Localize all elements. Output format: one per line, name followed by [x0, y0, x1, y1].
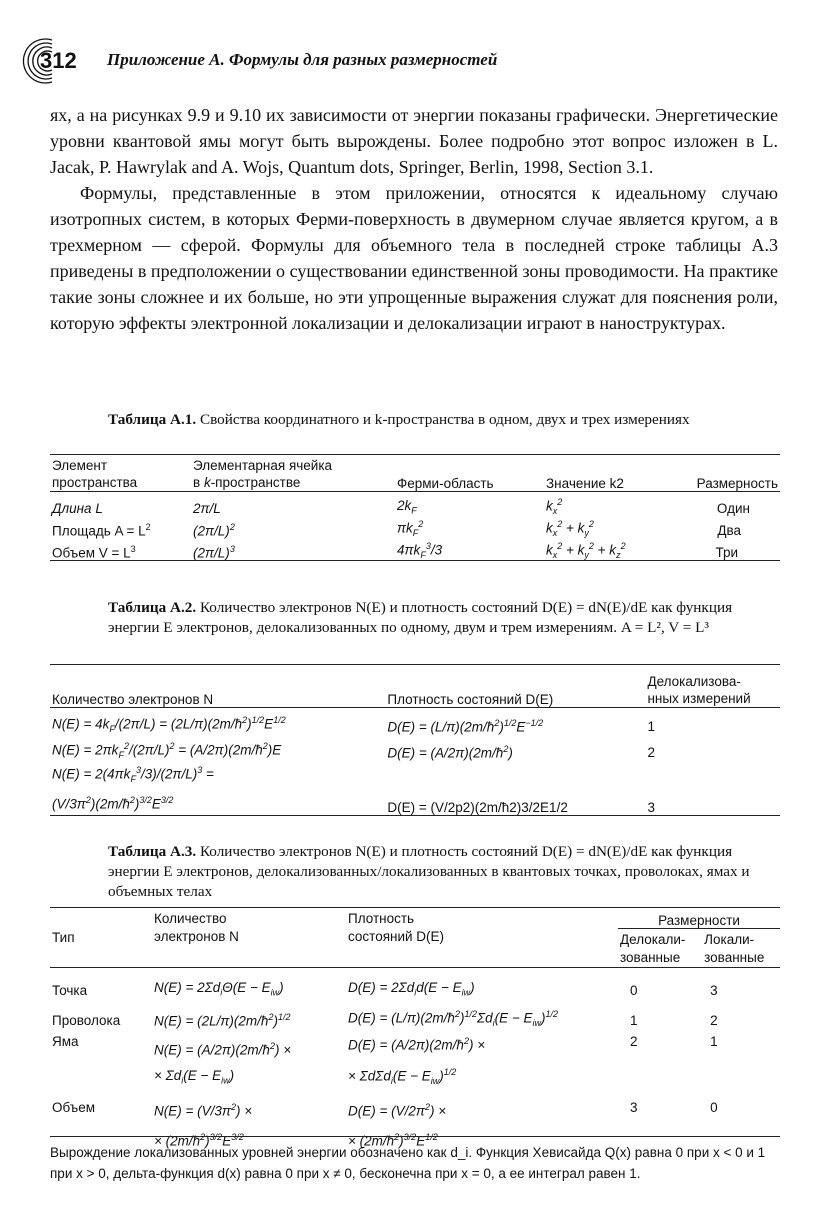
t1-cell: $(2\pi/L)^2$ [193, 521, 235, 538]
t3-header-dim: Размерности [618, 908, 780, 929]
t3-cell: $D(E) = 2\Sigma d_id(E - E_{iw})$ [348, 980, 475, 998]
t3-cell: 0 [710, 1099, 718, 1115]
table3 [50, 907, 780, 1155]
t3-header-deloc: Делокали- зованные [620, 932, 686, 965]
t2-cell: 3 [647, 799, 655, 815]
t3-cell: $D(E) = (A/2\pi)(2m/ħ^2)$ × × $\Sigma d\Sigma d_i(E - E_{iw})^{1/2}$ [348, 1036, 486, 1086]
t1-cell: Длина L [52, 501, 103, 516]
t1-header-3: Ферми-область [397, 476, 494, 491]
t2-cell: 2 [647, 745, 655, 760]
t2-header-3: Делокализова- нных измерений [647, 674, 751, 706]
running-title: Приложение А. Формулы для разных размерностей [107, 50, 498, 69]
table3-footnote: Вырождение локализованных уровней энергии обозначено как d_i. Функция Хевисайда Q(x) равна 0 при x < 0 и 1 при x > 0, дельта-функция d(x) равна 0 при x ≠ 0, бесконечна при x = 0, а ее интеграл равен 1. [50, 1136, 780, 1184]
t3-cell: $N(E) = 2\Sigma d_i\Theta(E - E_{iw})$ [154, 980, 284, 998]
t1-header-4: Значение k2 [546, 476, 624, 491]
t3-cell: Проволока [52, 1013, 121, 1028]
t3-cell: 1 [630, 1013, 638, 1028]
t3-cell: $D(E) = (V/2\pi^2)$ × × $(2m/ħ^2)^{3/2}E^{1/2}$ [348, 1101, 447, 1149]
t1-cell: $k_x^2 + k_y^2$ [546, 518, 594, 538]
t1-cell: Два [717, 523, 741, 538]
t2-cell: D(E) = (V/2p2)(2m/ħ2)3/2E1/2 [387, 799, 568, 815]
t1-cell: 2π/L [193, 501, 221, 516]
t1-cell: Три [715, 545, 738, 560]
t3-header-type: Тип [52, 930, 75, 945]
t3-cell: 2 [710, 1013, 718, 1028]
t1-cell: $k_x^2 + k_y^2 + k_z^2$ [546, 540, 626, 560]
t3-cell: $N(E) = (A/2\pi)(2m/ħ^2)$ × × $\Sigma d_i(E - E_{iw})$ [154, 1040, 292, 1086]
t3-cell: $D(E) = (L/\pi)(2m/ħ^2)^{1/2}\Sigma d_i(E - E_{iw})^{1/2}$ [348, 1008, 558, 1028]
t2-cell: $N(E) = 4k_F/(2\pi/L)$ = $(2L/\pi)(2m/ħ^2)^{1/2}E^{1/2}$ [52, 714, 286, 734]
page-header [22, 36, 782, 86]
t3-cell: 3 [630, 1099, 638, 1115]
t1-cell: $2k_F$ [397, 498, 417, 516]
t2-cell: $D(E) = (A/2\pi)(2m/ħ^2)$ [387, 743, 513, 760]
t3-header-loc: Локали- зованные [704, 932, 765, 965]
page-number: 312 [40, 48, 77, 73]
t3-cell: $N(E) = (V/3\pi^2)$ × × $(2m/ħ^2)^{3/2}E^{3/2}$ [154, 1101, 253, 1149]
t1-cell: $(2\pi/L)^3$ [193, 543, 235, 560]
t3-cell: Яма [52, 1034, 79, 1049]
page-number-badge [22, 36, 80, 86]
t3-cell: 1 [710, 1034, 718, 1049]
t1-cell: $4\pi k_F^3/3$ [397, 540, 443, 560]
table1-caption: Таблица А.1. Свойства координатного и k-пространства в одном, двух и трех измерениях [108, 411, 690, 428]
t2-header-2: Плотность состояний D(E) [387, 692, 554, 707]
t3-cell: Точка [52, 983, 88, 998]
paragraph-2: Формулы, представленные в этом приложении, относятся к идеальному случаю изотропных систем, в которых Ферми-поверхность в двумерном случае является кругом, а в трехмерном — сферой. Формулы для объемного тела в последней строке таблицы А.3 приведены в предположении о существовании единственной зоны проводимости. На практике такие зоны сложнее и их больше, но эти упрощенные выражения служат для пояснения роли, которую эффекты электронной локализации и делокализации играют в наноструктурах. [50, 183, 778, 333]
t2-cell: $N(E) = 2(4\pi k_F^3/3)/(2\pi/L)^3$ = $(V/3\pi^2)(2m/ħ^2)^{3/2}E^{3/2}$ [52, 765, 214, 812]
table2 [50, 664, 780, 816]
t3-cell: 3 [710, 983, 718, 998]
t3-header-count: Количество электронов N [154, 911, 239, 944]
t1-header-5: Размерность [696, 476, 778, 491]
paragraph-1: ях, а на рисунках 9.9 и 9.10 их зависимости от энергии показаны графически. Энергетические уровни квантовой ямы могут быть вырождены. Более подробно этот вопрос изложен в L. Jacak, P. Hawrylak and A. Wojs, Quantum dots, Springer, Berlin, 1998, Section 3.1. [50, 105, 778, 177]
t1-cell: $\pi k_F^2$ [397, 518, 424, 538]
t3-cell: $N(E) = (2L/\pi)(2m/ħ^2)^{1/2}$ [154, 1011, 291, 1028]
t1-cell: Объем $V = L^3$ [52, 543, 136, 560]
t1-header-1: Элемент пространства [52, 458, 138, 490]
t3-header-density: Плотность состояний D(E) [348, 911, 445, 944]
t3-cell: Объем [52, 1099, 96, 1115]
t2-cell: $N(E) = 2\pi k_F^2/(2\pi/L)^2$ = $(A/2\pi)(2m/ħ^2)E$ [52, 740, 282, 760]
t2-cell: 1 [647, 719, 655, 734]
body-text [50, 102, 778, 336]
t2-cell: $D(E) = (L/\pi)(2m/ħ^2)^{1/2}E^{-1/2}$ [387, 717, 544, 734]
t2-header-1: Количество электронов N [52, 692, 214, 707]
t1-header-2: Элементарная ячейка в k-пространстве [193, 458, 333, 490]
t3-cell: 2 [630, 1034, 638, 1049]
t1-cell: Площадь $A = L^2$ [52, 521, 151, 538]
table3-caption: Таблица А.3. Количество электронов N(E) и плотность состояний D(E) = dN(E)/dE как функция энергии E электронов, делокализованных/локализованных в квантовых точках, проволоках, ямах и объемных телах [108, 843, 750, 900]
t1-cell: Один [716, 501, 750, 516]
table1 [50, 454, 780, 561]
t1-cell: $k_x^2$ [546, 496, 563, 516]
t3-cell: 0 [630, 983, 638, 998]
table2-caption: Таблица А.2. Количество электронов N(E) и плотность состояний D(E) = dN(E)/dE как функция энергии E электронов, делокализованных по одному, двум и трем измерениям. A = L², V = L³ [108, 599, 733, 636]
